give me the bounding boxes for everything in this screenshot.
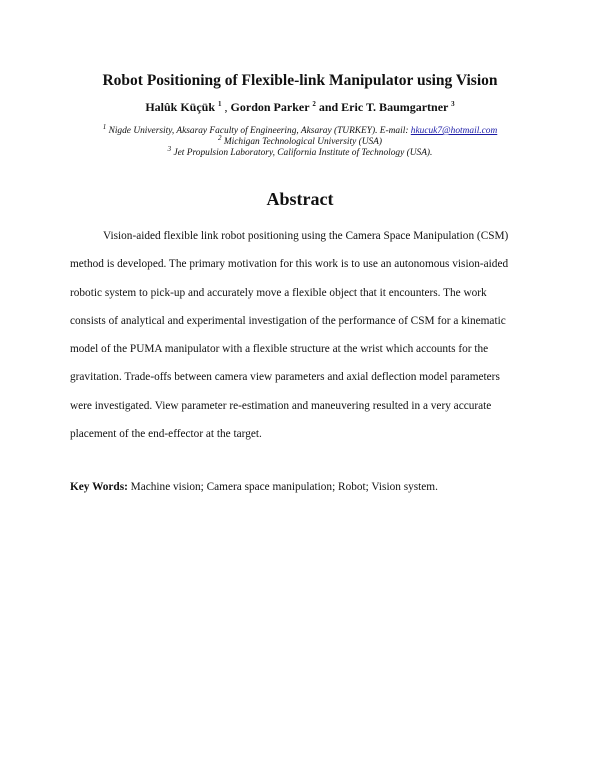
affiliation-line bbox=[0, 134, 600, 148]
author-name: Eric T. Baumgartner bbox=[341, 100, 449, 114]
author-name: Halûk Küçük bbox=[145, 100, 216, 114]
keywords-label: Key Words: bbox=[70, 481, 128, 493]
paper-title: Robot Positioning of Flexible-link Manipulator using Vision bbox=[102, 72, 498, 89]
keywords bbox=[70, 481, 540, 493]
abstract-line: gravitation. Trade-offs between camera view parameters and axial deflection model parameters bbox=[70, 371, 500, 384]
affiliation-marker: 1 bbox=[218, 100, 222, 108]
abstract-body bbox=[70, 222, 532, 448]
affiliation-number: 2 bbox=[217, 134, 222, 143]
abstract-line: method is developed. The primary motivation for this work is to use an autonomous vision-aided bbox=[70, 258, 509, 271]
abstract-line: robotic system to pick-up and accurately move a flexible object that it encounters. The work bbox=[70, 286, 487, 299]
abstract-line: were investigated. View parameter re-estimation and maneuvering resulted in a very accurate bbox=[70, 399, 492, 412]
affiliation-text: Nigde University, Aksaray Faculty of Engineering, Aksaray (TURKEY). E-mail: bbox=[108, 126, 411, 136]
abstract-line: consists of analytical and experimental investigation of the performance of CSM for a kinematic bbox=[70, 314, 506, 327]
affiliation-text: Michigan Technological University (USA) bbox=[223, 137, 383, 148]
affiliation-number: 3 bbox=[167, 145, 172, 154]
affiliation-line bbox=[0, 122, 600, 137]
email-link[interactable]: hkucuk7@hotmail.com bbox=[410, 126, 498, 136]
abstract-heading: Abstract bbox=[266, 189, 334, 209]
affiliations bbox=[0, 122, 600, 160]
keywords-text: Machine vision; Camera space manipulation; Robot; Vision system. bbox=[127, 481, 438, 493]
author-separator: , bbox=[221, 100, 231, 114]
affiliation-marker: 2 bbox=[312, 100, 316, 108]
affiliation-marker: 3 bbox=[451, 100, 455, 108]
affiliation-line bbox=[0, 145, 600, 159]
abstract-line: Vision-aided flexible link robot positioning using the Camera Space Manipulation (CSM) bbox=[103, 230, 509, 242]
abstract-line: placement of the end-effector at the target. bbox=[70, 428, 262, 441]
abstract-line: model of the PUMA manipulator with a flexible structure at the wrist which accounts for the bbox=[70, 343, 489, 356]
author-name: Gordon Parker bbox=[230, 100, 310, 114]
affiliation-text: Jet Propulsion Laboratory, California Institute of Technology (USA). bbox=[173, 148, 433, 159]
author-list bbox=[0, 100, 600, 115]
author-separator: and bbox=[315, 100, 342, 114]
affiliation-number: 1 bbox=[102, 122, 107, 131]
